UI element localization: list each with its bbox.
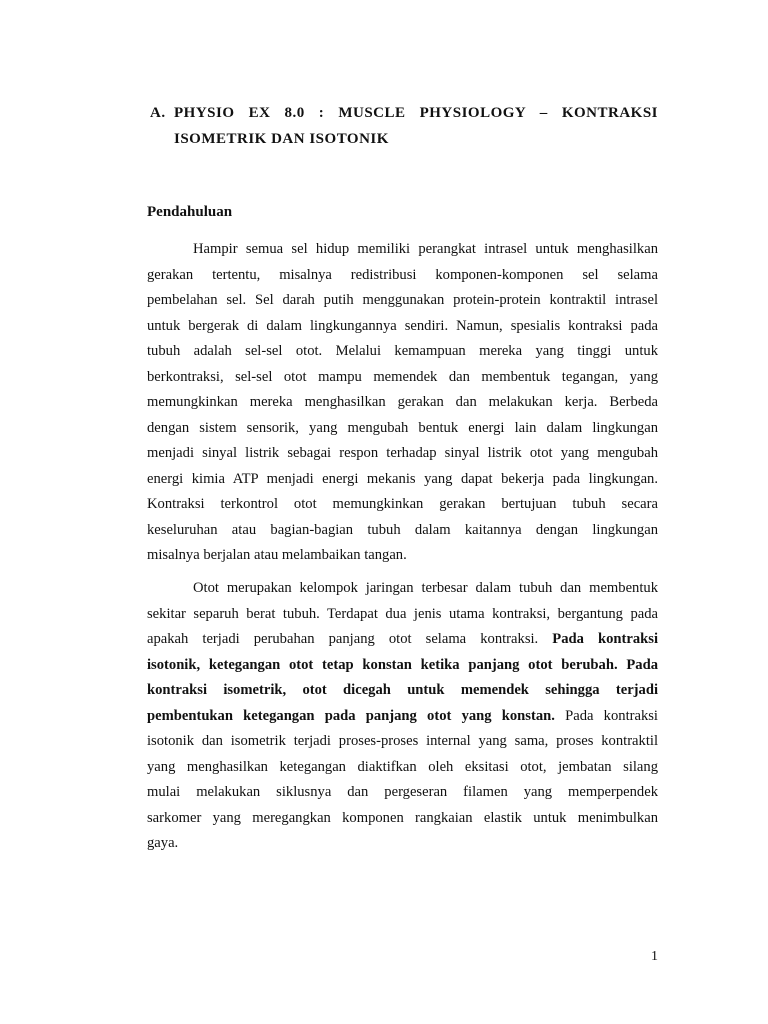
paragraph-1 (147, 237, 658, 569)
paragraph-line (147, 780, 658, 806)
heading-line-1: PHYSIO EX 8.0 : MUSCLE PHYSIOLOGY – KONTRAKSI (174, 105, 658, 121)
paragraph-line (147, 755, 658, 781)
paragraph-line: keseluruhan atau bagian-bagian tubuh dalam kaitannya dengan lingkungan (147, 521, 658, 538)
paragraph-line: misalnya berjalan atau melambaikan tangan. (147, 547, 407, 563)
paragraph-line (147, 576, 658, 602)
line-text: Otot merupakan kelompok jaringan terbesar dalam tubuh dan membentuk (193, 580, 658, 596)
paragraph-line (147, 602, 658, 628)
line-bold-text: pembentukan ketegangan pada panjang otot yang konstan. (147, 707, 555, 724)
line-text: sarkomer yang meregangkan komponen rangkaian elastik untuk menimbulkan (147, 809, 658, 826)
paragraph-line (147, 704, 658, 730)
page-number: 1 (651, 949, 658, 964)
section-title: Pendahuluan (147, 204, 233, 220)
paragraph-line: Kontraksi terkontrol otot memungkinkan gerakan bertujuan tubuh secara (147, 496, 658, 512)
line-text-after: Pada kontraksi (554, 707, 658, 724)
paragraph-line (147, 831, 658, 857)
paragraph-2 (147, 576, 658, 857)
section-heading (150, 100, 658, 152)
heading-number: A. (150, 105, 166, 121)
paragraph-line (147, 806, 658, 832)
line-text: yang menghasilkan ketegangan diaktifkan oleh eksitasi otot, jembatan silang (147, 758, 658, 775)
paragraph-line: memungkinkan mereka menghasilkan gerakan dan melakukan kerja. Berbeda (147, 394, 658, 410)
paragraph-line (147, 627, 658, 653)
paragraph-line: dengan sistem sensorik, yang mengubah bentuk energi lain dalam lingkungan (147, 419, 658, 436)
line-text: sekitar separuh berat tubuh. Terdapat dua jenis utama kontraksi, bergantung pada (147, 605, 658, 622)
heading-line-2: ISOMETRIK DAN ISOTONIK (174, 131, 389, 147)
paragraph-line: tubuh adalah sel-sel otot. Melalui kemampuan mereka yang tinggi untuk (147, 343, 658, 359)
paragraph-line: pembelahan sel. Sel darah putih menggunakan protein-protein kontraktil intrasel (147, 292, 658, 308)
line-bold-text: isotonik, ketegangan otot tetap konstan ketika panjang otot berubah. Pada (147, 656, 658, 673)
paragraph-line: energi kimia ATP menjadi energi mekanis yang dapat bekerja pada lingkungan. (147, 470, 658, 487)
line-text: mulai melakukan siklusnya dan pergeseran filamen yang memperpendek (147, 784, 658, 800)
paragraph-line: untuk bergerak di dalam lingkungannya sendiri. Namun, spesialis kontraksi pada (147, 317, 658, 334)
line-text: isotonik dan isometrik terjadi proses-proses internal yang sama, proses kontraktil (147, 733, 658, 749)
paragraph-line (147, 678, 658, 704)
line-bold-text: Pada kontraksi (552, 631, 658, 647)
paragraph-line: Hampir semua sel hidup memiliki perangkat intrasel untuk menghasilkan (193, 241, 658, 257)
line-text: gaya. (147, 835, 179, 851)
line-bold-text: kontraksi isometrik, otot dicegah untuk memendek sehingga terjadi (147, 682, 658, 698)
paragraph-line: gerakan tertentu, misalnya redistribusi komponen-komponen sel selama (147, 266, 658, 283)
paragraph-line: menjadi sinyal listrik sebagai respon terhadap sinyal listrik otot yang mengubah (147, 445, 658, 461)
line-text: apakah terjadi perubahan panjang otot selama kontraksi. (147, 631, 553, 647)
paragraph-line (147, 653, 658, 679)
paragraph-line: berkontraksi, sel-sel otot mampu memendek dan membentuk tegangan, yang (147, 368, 658, 385)
paragraph-line (147, 729, 658, 755)
